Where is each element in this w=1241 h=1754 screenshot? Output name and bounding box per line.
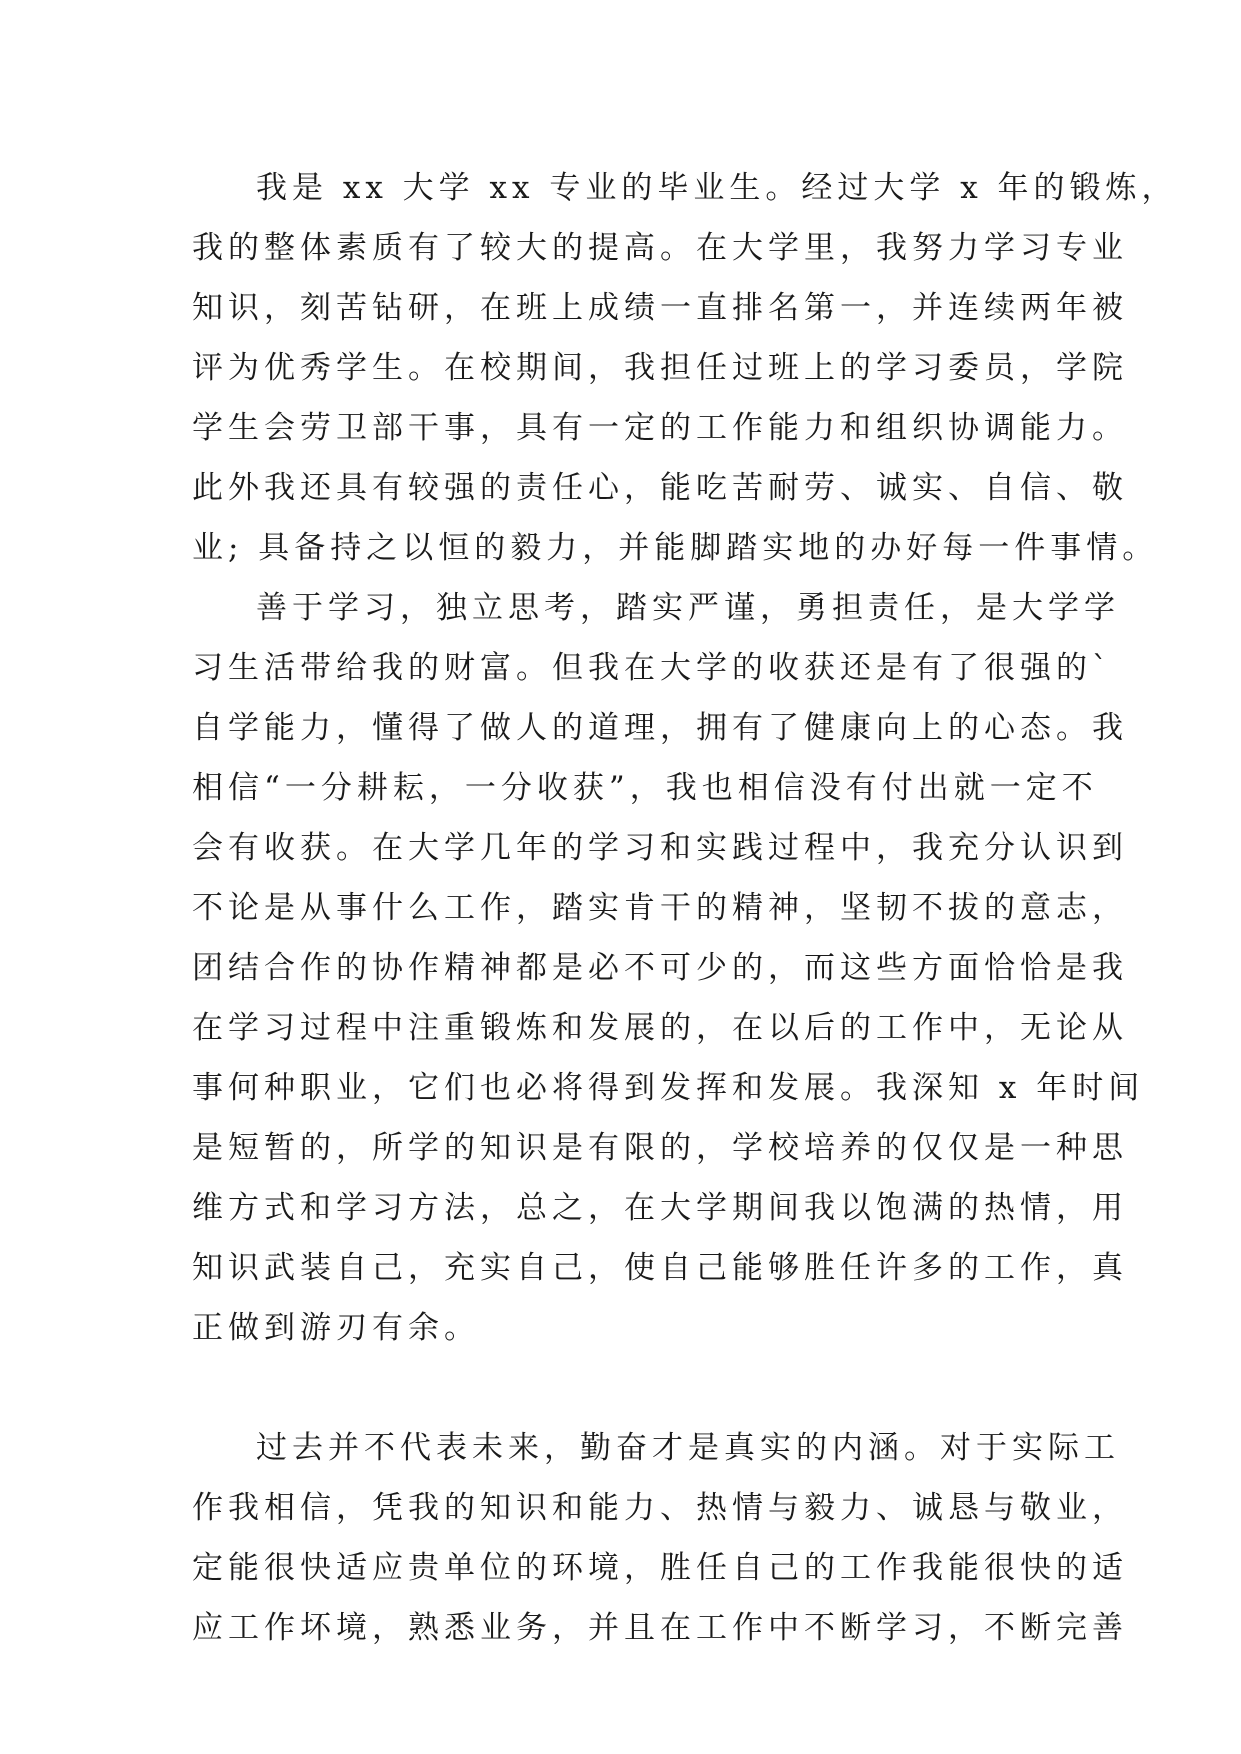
paragraph-2-line-7: 团结合作的协作精神都是必不可少的，而这些方面恰恰是我 bbox=[192, 950, 1128, 986]
paragraph-2-line-6: 不论是从事什么工作，踏实肯干的精神，坚韧不拔的意志， bbox=[192, 890, 1128, 926]
paragraph-2-line-2: 习生活带给我的财富。但我在大学的收获还是有了很强的` bbox=[192, 650, 1113, 686]
paragraph-1-line-4: 评为优秀学生。在校期间，我担任过班上的学习委员，学院 bbox=[192, 350, 1128, 386]
paragraph-3-line-1: 过去并不代表未来，勤奋才是真实的内涵。对于实际工 bbox=[256, 1430, 1120, 1466]
paragraph-3-line-2: 作我相信，凭我的知识和能力、热情与毅力、诚恳与敬业， bbox=[192, 1490, 1128, 1526]
body-text bbox=[192, 158, 1178, 1658]
paragraph-2-line-8: 在学习过程中注重锻炼和发展的，在以后的工作中，无论从 bbox=[192, 1010, 1128, 1046]
paragraph-1-line-3: 知识，刻苦钻研，在班上成绩一直排名第一，并连续两年被 bbox=[192, 290, 1128, 326]
paragraph-1-line-2: 我的整体素质有了较大的提高。在大学里，我努力学习专业 bbox=[192, 230, 1128, 266]
paragraph-2-line-10: 是短暂的，所学的知识是有限的，学校培养的仅仅是一种思 bbox=[192, 1130, 1128, 1166]
paragraph-1-line-6: 此外我还具有较强的责任心，能吃苦耐劳、诚实、自信、敬 bbox=[192, 470, 1128, 506]
paragraph-3-line-4: 应工作坏境，熟悉业务，并且在工作中不断学习，不断完善 bbox=[192, 1610, 1128, 1646]
paragraph-2-line-4: 相信“一分耕耘，一分收获”，我也相信没有付出就一定不 bbox=[192, 770, 1098, 806]
paragraph-2-line-5: 会有收获。在大学几年的学习和实践过程中，我充分认识到 bbox=[192, 830, 1128, 866]
paragraph-1-line-1: 我是 xx 大学 xx 专业的毕业生。经过大学 x 年的锻炼， bbox=[256, 170, 1178, 206]
paragraph-2-line-3: 自学能力，懂得了做人的道理，拥有了健康向上的心态。我 bbox=[192, 710, 1128, 746]
paragraph-2-line-1: 善于学习，独立思考，踏实严谨，勇担责任，是大学学 bbox=[256, 590, 1120, 626]
paragraph-1-line-7: 业; 具备持之以恒的毅力，并能脚踏实地的办好每一件事情。 bbox=[192, 530, 1159, 566]
paragraph-2-line-13: 正做到游刃有余。 bbox=[192, 1310, 480, 1346]
paragraph-1-line-5: 学生会劳卫部干事，具有一定的工作能力和组织协调能力。 bbox=[192, 410, 1128, 446]
paragraph-2-line-14 bbox=[192, 1358, 1052, 1418]
paragraph-3-line-3: 定能很快适应贵单位的环境，胜任自己的工作我能很快的适 bbox=[192, 1550, 1128, 1586]
paragraph-2-line-9: 事何种职业，它们也必将得到发挥和发展。我深知 x 年时间 bbox=[192, 1070, 1145, 1106]
paragraph-2-line-12: 知识武装自己，充实自己，使自己能够胜任许多的工作，真 bbox=[192, 1250, 1128, 1286]
paragraph-2-line-11: 维方式和学习方法，总之，在大学期间我以饱满的热情，用 bbox=[192, 1190, 1128, 1226]
